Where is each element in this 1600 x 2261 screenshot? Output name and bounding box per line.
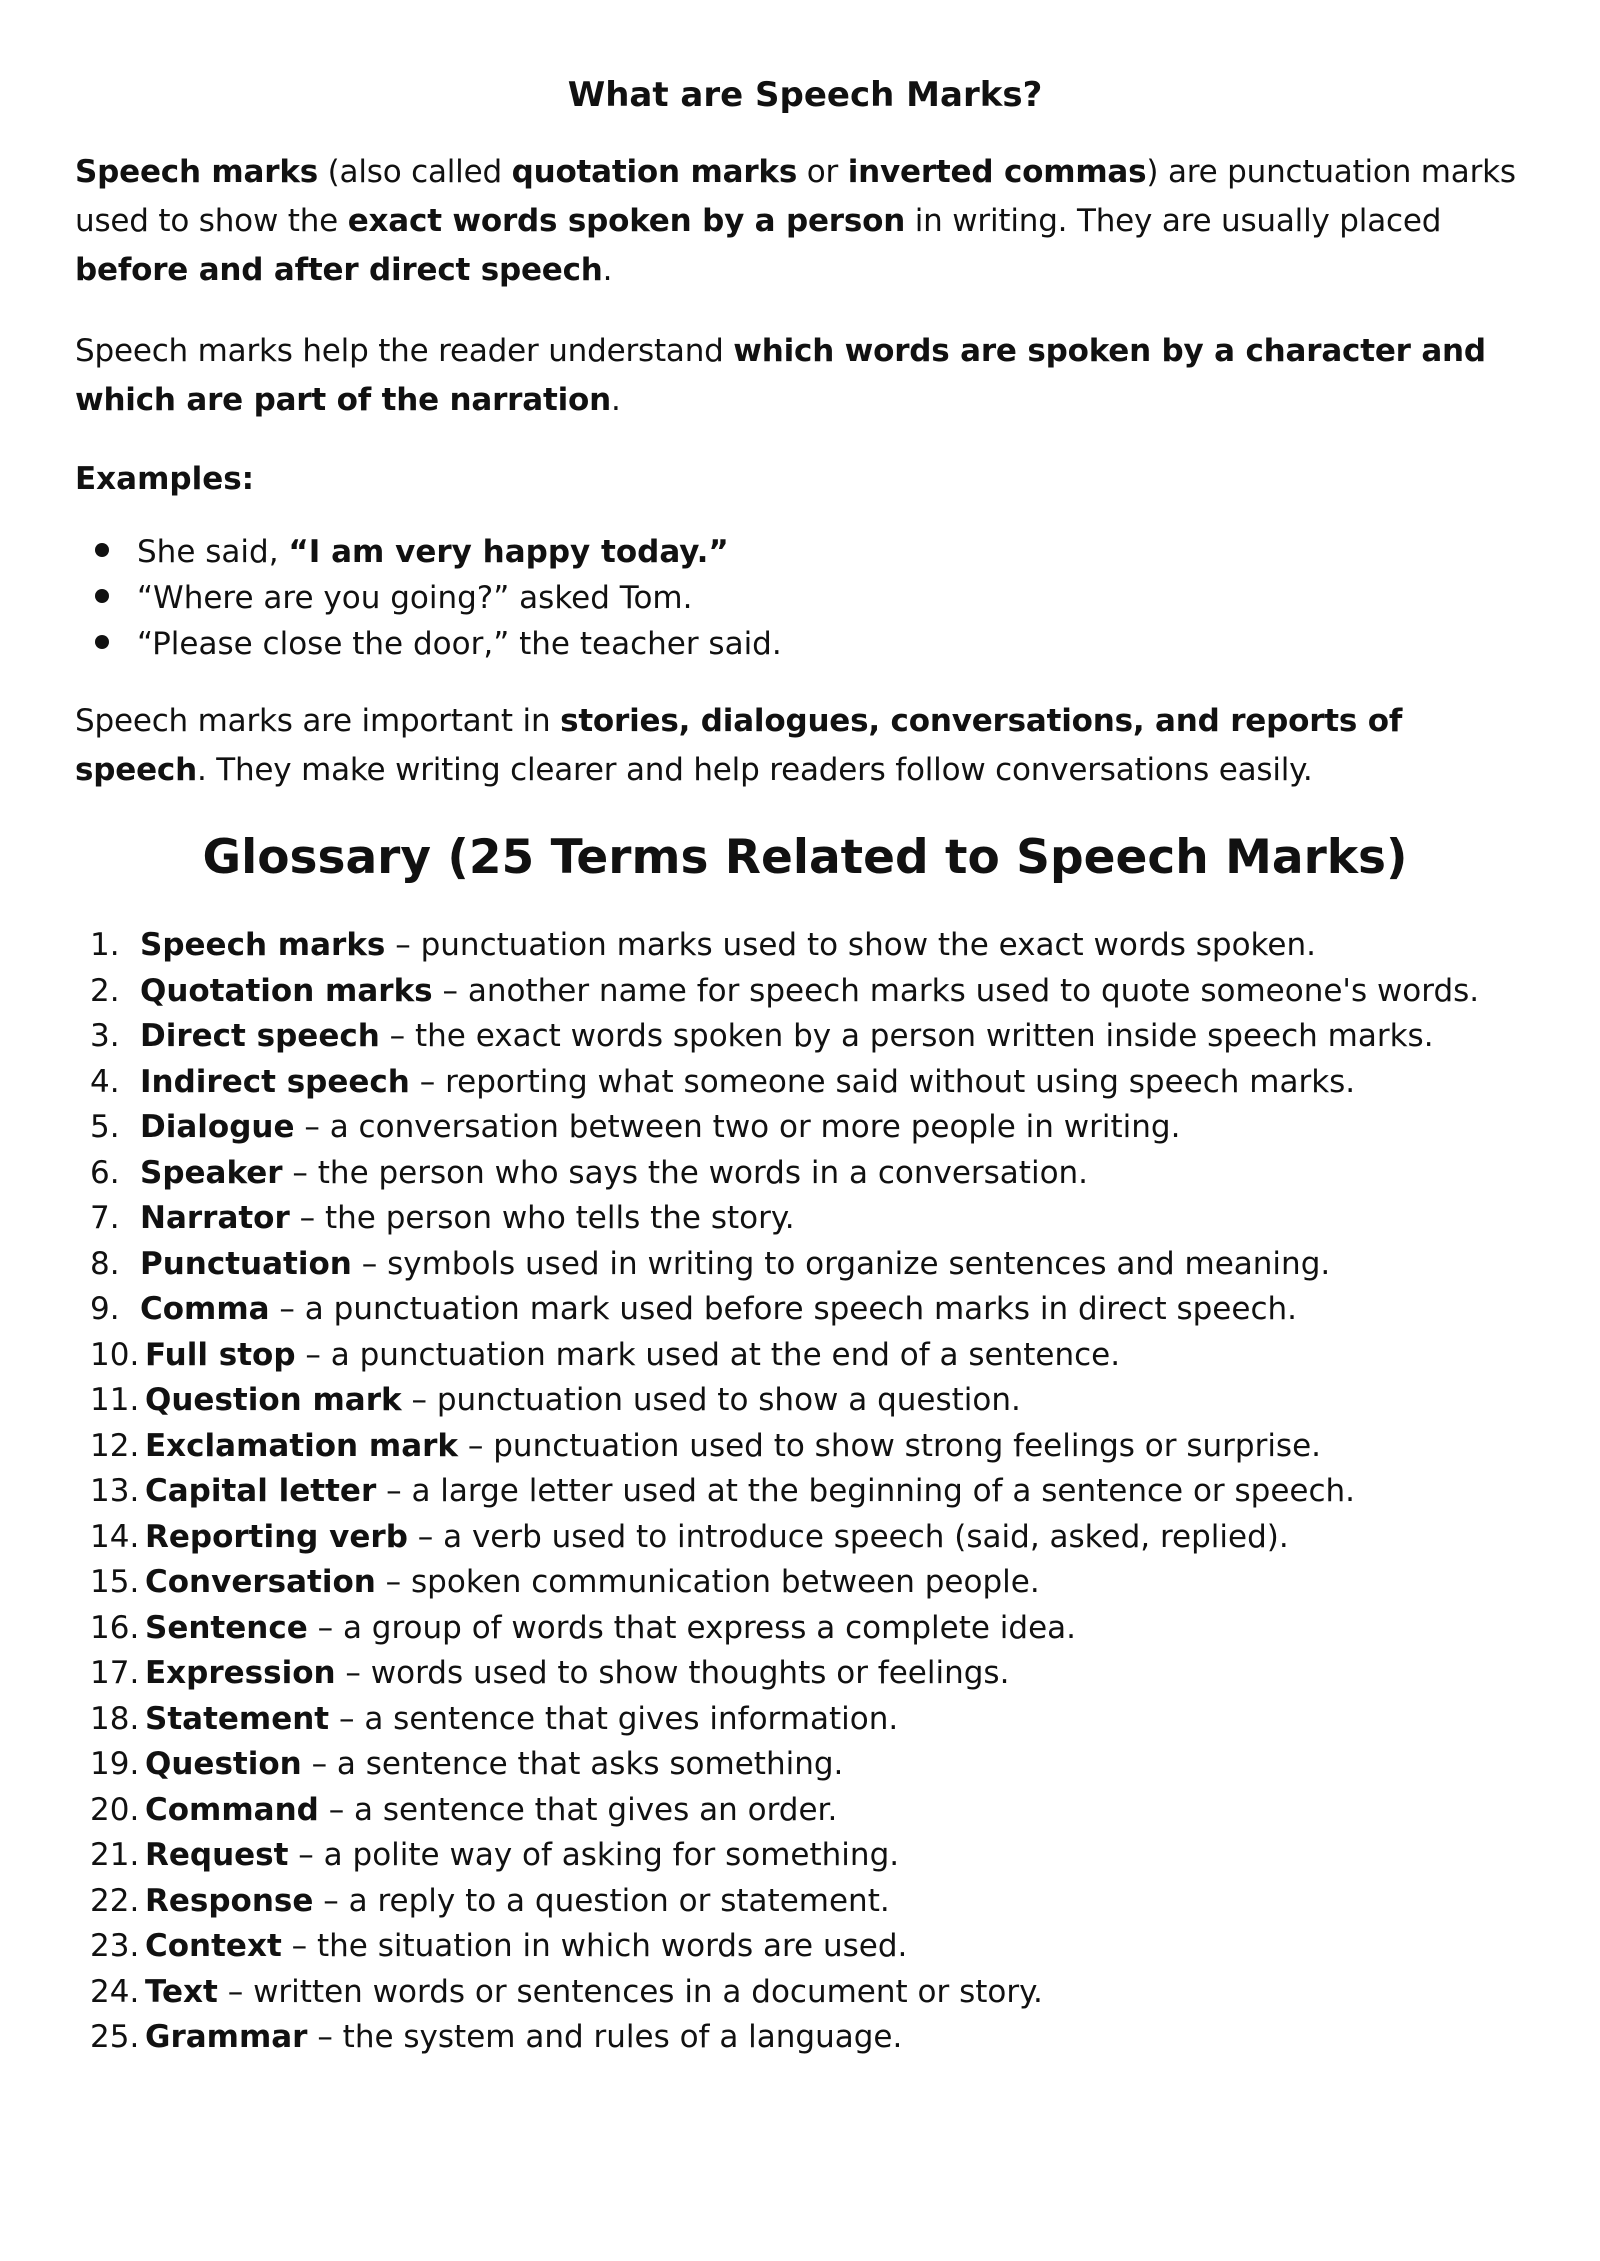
glossary-number: 1. (90, 927, 120, 963)
glossary-entry (140, 923, 1316, 969)
glossary-number: 3. (90, 1018, 120, 1054)
glossary-item (90, 1196, 1535, 1242)
bullet-icon (95, 589, 109, 603)
bold-text: inverted commas (847, 154, 1147, 190)
glossary-definition: – reporting what someone said without using speech marks. (409, 1063, 1356, 1100)
glossary-entry (145, 1651, 1009, 1697)
glossary-item (90, 969, 1535, 1015)
glossary-term: Exclamation mark (145, 1427, 459, 1464)
glossary-entry (145, 1924, 907, 1970)
glossary-item (90, 1924, 1535, 1970)
glossary-definition: – a sentence that asks something. (301, 1746, 844, 1782)
intro-paragraph-1 (75, 148, 1535, 295)
glossary-entry (145, 1742, 843, 1788)
glossary-item (90, 1105, 1535, 1151)
glossary-entry (145, 1879, 890, 1925)
glossary-entry (145, 1424, 1321, 1470)
glossary-definition: – a sentence that gives information. (329, 1700, 899, 1737)
intro-paragraph-2 (75, 327, 1535, 425)
glossary-entry (145, 1333, 1120, 1379)
glossary-definition: – a group of words that express a complete idea. (307, 1609, 1076, 1646)
example-item (95, 529, 1535, 575)
glossary-term: Reporting verb (145, 1518, 408, 1555)
glossary-definition: – words used to show thoughts or feelings. (335, 1655, 1010, 1691)
glossary-item (90, 2015, 1535, 2061)
glossary-item (90, 1742, 1535, 1788)
glossary-item (90, 1333, 1535, 1379)
glossary-number: 13. (90, 1473, 140, 1509)
glossary-number: 8. (90, 1245, 120, 1282)
glossary-term: Narrator (140, 1200, 290, 1236)
glossary-definition: – the person who says the words in a conversation. (282, 1154, 1089, 1191)
glossary-definition: – punctuation used to show strong feelings or surprise. (458, 1427, 1322, 1464)
glossary-entry (145, 1697, 898, 1743)
bold-text: exact words spoken by a person (347, 203, 906, 239)
glossary-term: Direct speech (140, 1018, 380, 1054)
example-item (95, 621, 1535, 667)
glossary-term: Full stop (145, 1336, 296, 1373)
glossary-item (90, 1651, 1535, 1697)
glossary-number: 25. (90, 2019, 140, 2055)
text-run: in writing. They are usually placed (905, 203, 1442, 239)
bold-text: stories, dialogues, conversations, and reports of speech (75, 703, 1403, 788)
glossary-definition: – written words or sentences in a document or story. (217, 1973, 1043, 2010)
glossary-entry (140, 969, 1479, 1015)
glossary-definition: – punctuation used to show a question. (401, 1382, 1021, 1418)
bullet-icon (95, 635, 109, 649)
glossary-term: Speech marks (140, 927, 386, 963)
glossary-definition: – a reply to a question or statement. (313, 1882, 890, 1919)
glossary-item (90, 1151, 1535, 1197)
examples-heading: Examples: (75, 461, 255, 497)
glossary-number: 19. (90, 1746, 140, 1782)
glossary-number: 5. (90, 1109, 120, 1145)
glossary-number: 14. (90, 1518, 140, 1555)
glossary-term: Expression (145, 1655, 336, 1691)
glossary-definition: – the system and rules of a language. (307, 2019, 903, 2055)
glossary-term: Command (145, 1791, 319, 1828)
glossary-entry (145, 1970, 1043, 2016)
glossary-number: 16. (90, 1609, 140, 1646)
example-text (137, 529, 729, 575)
glossary-term: Punctuation (140, 1245, 352, 1282)
glossary-definition: – symbols used in writing to organize sentences and meaning. (351, 1245, 1331, 1282)
text-run: “Please close the door,” the teacher said. (137, 626, 782, 662)
glossary-entry (145, 1606, 1076, 1652)
glossary-definition: – another name for speech marks used to quote someone's words. (432, 972, 1480, 1009)
document-page (75, 72, 1535, 2061)
example-item (95, 575, 1535, 621)
glossary-definition: – punctuation marks used to show the exact words spoken. (385, 927, 1316, 963)
glossary-term: Question mark (145, 1382, 402, 1418)
glossary-number: 24. (90, 1973, 140, 2010)
bold-text: before and after direct speech (75, 252, 603, 288)
glossary-number: 11. (90, 1382, 140, 1418)
glossary-term: Sentence (145, 1609, 308, 1646)
glossary-item (90, 1378, 1535, 1424)
glossary-item (90, 1879, 1535, 1925)
glossary-entry (145, 1560, 1040, 1606)
glossary-item (90, 1242, 1535, 1288)
glossary-number: 10. (90, 1336, 140, 1373)
glossary-item (90, 1606, 1535, 1652)
glossary-item (90, 1287, 1535, 1333)
example-text (137, 575, 692, 621)
text-run: . (610, 382, 621, 418)
glossary-entry (140, 1105, 1180, 1151)
glossary-item (90, 1970, 1535, 2016)
glossary-term: Grammar (145, 2019, 308, 2055)
glossary-entry (140, 1014, 1434, 1060)
example-text (137, 621, 782, 667)
glossary-number: 2. (90, 972, 120, 1009)
glossary-definition: – a punctuation mark used at the end of a sentence. (295, 1336, 1121, 1373)
text-run: . (602, 252, 613, 288)
glossary-item (90, 1560, 1535, 1606)
glossary-definition: – a large letter used at the beginning of a sentence or speech. (376, 1473, 1356, 1509)
text-run: ) are punctuation marks used to show the (75, 154, 1516, 239)
glossary-number: 17. (90, 1655, 140, 1691)
glossary-number: 18. (90, 1700, 140, 1737)
glossary-title: Glossary (25 Terms Related to Speech Marks) (202, 830, 1408, 885)
text-run: Speech marks are important in (75, 703, 561, 739)
glossary-term: Response (145, 1882, 314, 1919)
glossary-term: Quotation marks (140, 972, 433, 1009)
bold-text: Speech marks (75, 154, 318, 190)
glossary-definition: – spoken communication between people. (375, 1564, 1040, 1600)
glossary-number: 20. (90, 1791, 140, 1828)
glossary-definition: – the exact words spoken by a person written inside speech marks. (379, 1018, 1434, 1054)
glossary-item (90, 1060, 1535, 1106)
glossary-term: Text (145, 1973, 218, 2010)
text-run: . They make writing clearer and help readers follow conversations easily. (196, 752, 1313, 788)
glossary-entry (145, 1378, 1021, 1424)
glossary-term: Request (145, 1837, 289, 1873)
glossary-definition: – the person who tells the story. (289, 1200, 795, 1236)
glossary-item (90, 1424, 1535, 1470)
glossary-number: 15. (90, 1564, 140, 1600)
glossary-definition: – a verb used to introduce speech (said, asked, replied). (407, 1518, 1289, 1555)
glossary-term: Conversation (145, 1564, 376, 1600)
glossary-item (90, 1469, 1535, 1515)
closing-paragraph (75, 697, 1535, 795)
glossary-number: 7. (90, 1200, 120, 1236)
text-run: She said, (137, 534, 289, 570)
glossary-entry (140, 1196, 795, 1242)
bold-text: quotation marks (511, 154, 798, 190)
glossary-number: 21. (90, 1837, 140, 1873)
glossary-item (90, 923, 1535, 969)
text-run: “Where are you going?” asked Tom. (137, 580, 693, 616)
glossary-term: Comma (140, 1291, 270, 1327)
text-run: Speech marks help the reader understand (75, 333, 734, 369)
glossary-entry (140, 1060, 1355, 1106)
bold-text: “I am very happy today.” (288, 534, 729, 570)
glossary-entry (145, 1833, 899, 1879)
glossary-item (90, 1788, 1535, 1834)
glossary-term: Capital letter (145, 1473, 377, 1509)
glossary-term: Indirect speech (140, 1063, 410, 1100)
glossary-entry (145, 2015, 902, 2061)
glossary-item (90, 1833, 1535, 1879)
glossary-entry (145, 1515, 1289, 1561)
text-run: or (797, 154, 848, 190)
glossary-entry (145, 1469, 1355, 1515)
glossary-entry (140, 1242, 1330, 1288)
glossary-number: 23. (90, 1928, 140, 1964)
bullet-icon (95, 543, 109, 557)
glossary-term: Dialogue (140, 1109, 295, 1145)
glossary-number: 6. (90, 1154, 120, 1191)
glossary-definition: – a conversation between two or more people in writing. (294, 1109, 1181, 1145)
page-title: What are Speech Marks? (567, 75, 1043, 115)
bold-text: which words are spoken by a character and which are part of the narration (75, 333, 1486, 418)
glossary-number: 22. (90, 1882, 140, 1919)
glossary-item (90, 1697, 1535, 1743)
text-run: (also called (317, 154, 512, 190)
glossary-item (90, 1014, 1535, 1060)
glossary-entry (140, 1151, 1088, 1197)
glossary-definition: – the situation in which words are used. (281, 1928, 908, 1964)
glossary-number: 4. (90, 1063, 120, 1100)
glossary-item (90, 1515, 1535, 1561)
examples-list (75, 529, 1535, 667)
glossary-entry (145, 1788, 837, 1834)
glossary-term: Question (145, 1746, 302, 1782)
glossary-entry (140, 1287, 1297, 1333)
glossary-number: 12. (90, 1427, 140, 1464)
glossary-term: Speaker (140, 1154, 283, 1191)
glossary-term: Statement (145, 1700, 330, 1737)
glossary-definition: – a punctuation mark used before speech marks in direct speech. (269, 1291, 1297, 1327)
glossary-term: Context (145, 1928, 282, 1964)
glossary-list (75, 923, 1535, 2061)
glossary-definition: – a polite way of asking for something. (288, 1837, 900, 1873)
glossary-number: 9. (90, 1291, 120, 1327)
glossary-definition: – a sentence that gives an order. (318, 1791, 838, 1828)
